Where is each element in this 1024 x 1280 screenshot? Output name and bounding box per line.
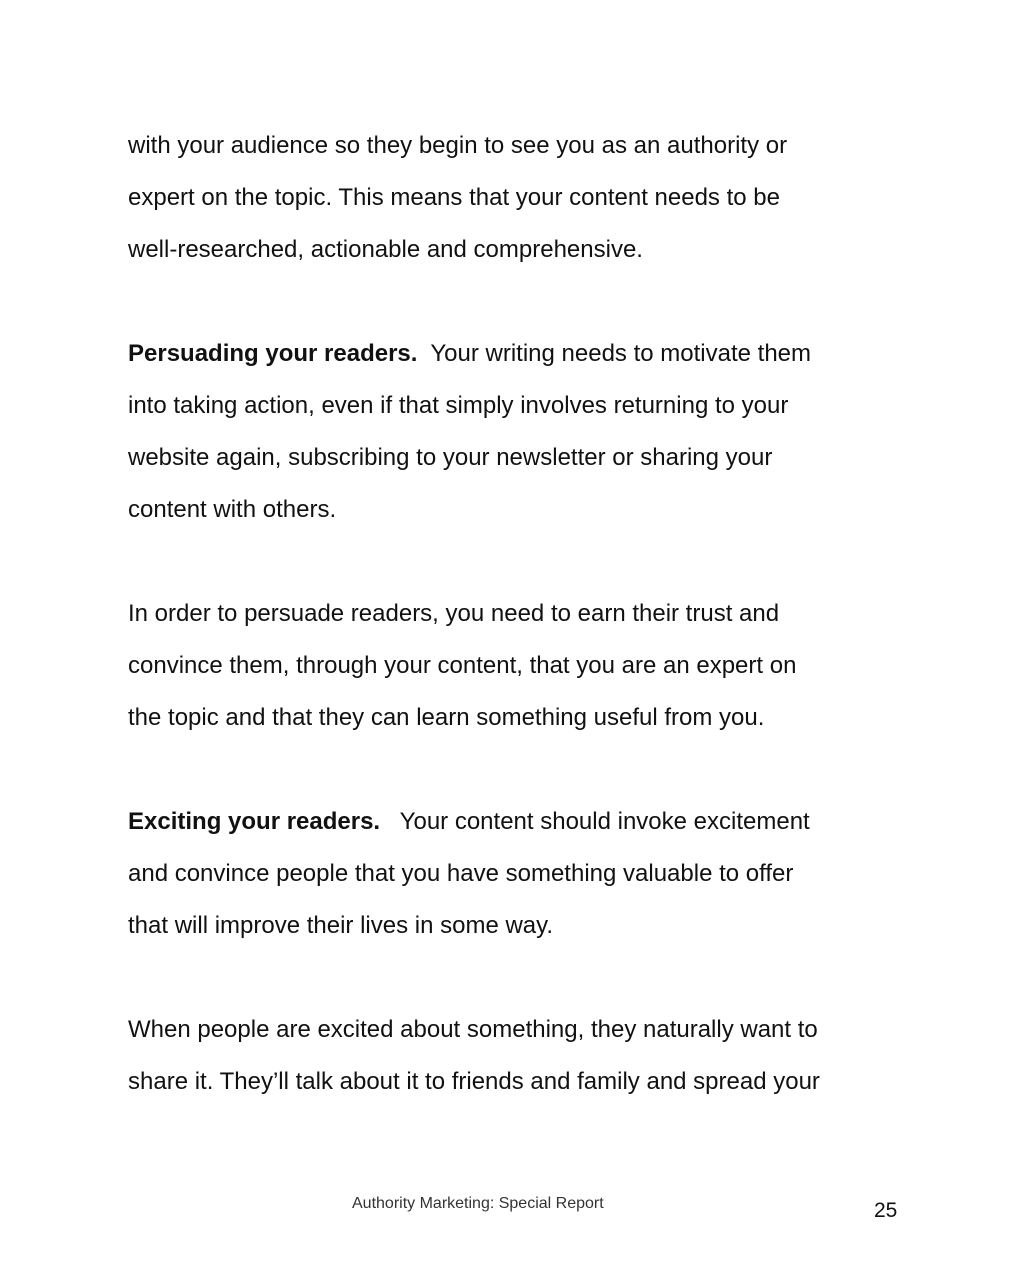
text-run: Your writing needs to motivate them [417,340,812,367]
text-line [128,328,908,380]
paragraph-spacer [128,744,908,796]
text-line: that will improve their lives in some way. [128,912,554,939]
footer-title: Authority Marketing: Special Report [352,1195,604,1212]
text-line: expert on the topic. This means that your content needs to be [128,184,780,211]
text-line [128,796,908,848]
text-line: When people are excited about something, they naturally want to [128,1016,818,1043]
page-number: 25 [874,1199,898,1222]
paragraph [128,328,908,536]
text-run: Your content should invoke excitement [380,808,810,835]
text-line: well-researched, actionable and comprehensive. [128,236,643,263]
text-line: into taking action, even if that simply involves returning to your [128,392,789,419]
text-line: content with others. [128,496,337,523]
paragraph [128,588,908,744]
paragraph-spacer [128,952,908,1004]
text-line: with your audience so they begin to see you as an authority or [128,132,788,159]
text-line: and convince people that you have something valuable to offer [128,860,794,887]
paragraph [128,120,908,276]
text-line: convince them, through your content, that you are an expert on [128,652,797,679]
paragraph [128,796,908,952]
text-line: the topic and that they can learn something useful from you. [128,704,765,731]
text-line: In order to persuade readers, you need to earn their trust and [128,600,780,627]
page-body [128,120,908,1108]
paragraph-spacer [128,536,908,588]
paragraph-heading: Persuading your readers. [128,340,418,367]
paragraph [128,1004,908,1108]
paragraph-heading: Exciting your readers. [128,808,381,835]
text-line: website again, subscribing to your newsletter or sharing your [128,444,773,471]
text-line: share it. They’ll talk about it to friends and family and spread your [128,1068,820,1095]
paragraph-spacer [128,276,908,328]
